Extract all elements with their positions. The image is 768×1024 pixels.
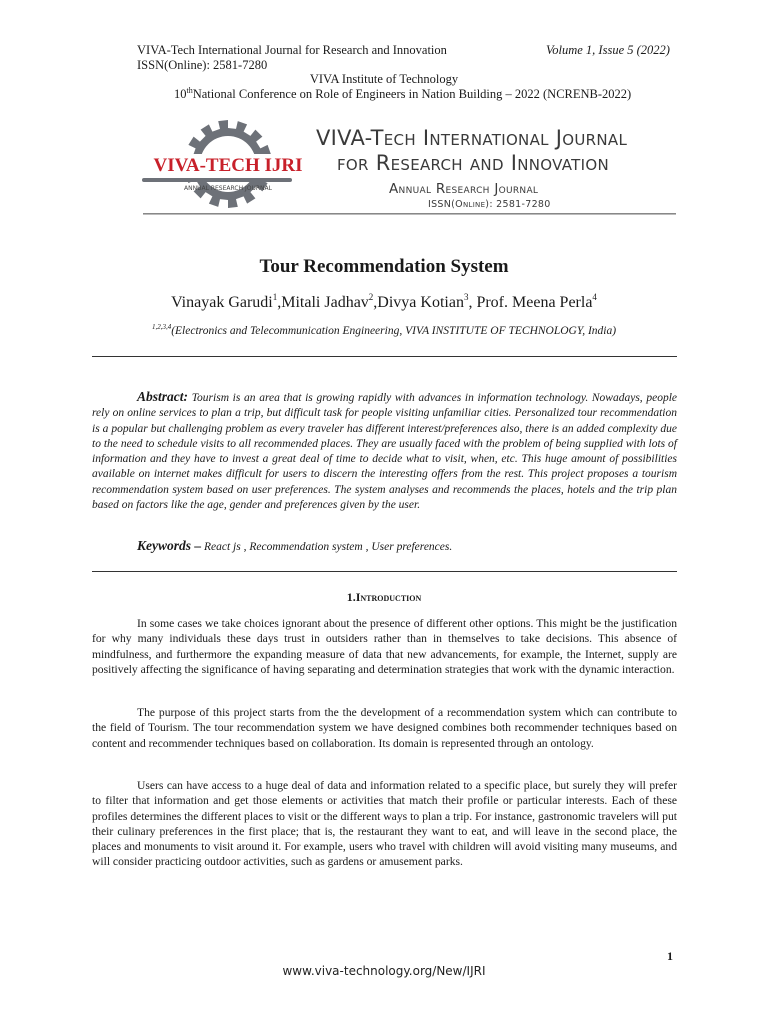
section-heading-introduction: 1.Introduction xyxy=(346,590,422,604)
conference-ordinal-suffix: th xyxy=(186,86,193,95)
keywords-text: React js , Recommendation system , User preferences. xyxy=(204,541,453,553)
abstract-label: Abstract: xyxy=(137,389,189,404)
abstract-text: Tourism is an area that is growing rapidly with advances in information technology. Nowadays, people rely on online services to plan a trip, but difficult task for people visiting unfamiliar cities. Personalized tour recommendation is a popular but challenging problem as every traveler has different interest/preferences also, there is an added complexity due to the need to schedule visits to all recommended places. They are usually faced with the problem of being supplied with lots of information and they have to invest a great deal of time to decide what to visit, when, etc. This huge amount of possibilities available on internet makes difficult for users to discern the interesting offers from the rest. This project proposes a tourism recommendation system based on user preferences. The system analyses and recommends the places, hotels and the trip plan based on factors like the age, gender and preferences given by the user. xyxy=(92,392,678,512)
author-sup: 1 xyxy=(272,292,278,302)
masthead-title-line1: VIVA-Tech International Journal xyxy=(316,126,628,150)
author-separator: , xyxy=(373,294,378,311)
affiliation xyxy=(0,325,768,337)
page-number: 1 xyxy=(667,949,673,963)
author-sup: 2 xyxy=(368,292,374,302)
masthead-subtitle: Annual Research Journal xyxy=(389,181,539,197)
logo-wordmark: VIVA-TECH IJRI xyxy=(153,155,303,176)
author-sup: 4 xyxy=(592,292,597,302)
keywords-label: Keywords – xyxy=(137,538,202,553)
running-header-issn: ISSN(Online): 2581-7280 xyxy=(137,58,268,72)
author-name: Divya Kotian xyxy=(377,294,464,311)
section-divider xyxy=(92,356,677,357)
keywords xyxy=(137,538,452,554)
conference-ordinal: 10 xyxy=(174,87,187,101)
logo-swoosh xyxy=(142,178,292,182)
author-separator: , xyxy=(277,294,282,311)
author-name: Vinayak Garudi xyxy=(171,294,273,311)
body-paragraph: The purpose of this project starts from the the development of a recommendation system which can contribute to the field of Tourism. The tour recommendation system we have designed combines both recommender techniques based on content and recommender techniques based on collaboration. Its domain is represented through an ontology. xyxy=(92,706,677,750)
running-header-volume: Volume 1, Issue 5 (2022) xyxy=(546,43,670,57)
masthead-title-line2: for Research and Innovation xyxy=(337,151,609,175)
running-header-conference xyxy=(174,87,631,102)
affiliation-text: (Electronics and Telecommunication Engineering, VIVA INSTITUTE OF TECHNOLOGY, India) xyxy=(171,325,617,337)
masthead-divider xyxy=(143,213,676,215)
body-paragraph: In some cases we take choices ignorant about the presence of different other options. This might be the justification for why many individuals these days trust in outsiders rather than in themselves to take decisions. This absence of mindfulness, and furthermore the expanding measure of data that new advancements, for example, the Internet, supply are positively affecting the significance of having separating and determination strategies that work with the dynamic interaction. xyxy=(92,617,677,676)
logo-subtext: ANNUAL RESEARCH JOURNAL xyxy=(184,185,272,192)
author-name: Prof. Meena Perla xyxy=(476,294,593,311)
running-header-institute: VIVA Institute of Technology xyxy=(309,72,459,86)
author-sup: 3 xyxy=(463,292,469,302)
body-paragraph: Users can have access to a huge deal of data and information related to a specific place, but surely they will prefer to filter that information and get those elements or activities that match their profile or particular interests. Each of these profiles determines the different places to visit or the different ways to plan a trip. For instance, gastronomic travelers will put their culinary preferences in the first place; that is, the restaurant they want to eat, and will leave in the second place, the places and monuments to visit around it. For example, users who travel with children will avoid visiting many museums, and will consider practicing outdoor activities, such as gardens or amusement parks. xyxy=(92,779,677,869)
affiliation-sup: 1,2,3,4 xyxy=(151,323,172,331)
paper-title: Tour Recommendation System xyxy=(259,256,509,277)
conference-name: National Conference on Role of Engineers in Nation Building – 2022 (NCRENB-2022) xyxy=(192,87,632,101)
running-header-journal: VIVA-Tech International Journal for Research and Innovation xyxy=(137,43,447,57)
author-list xyxy=(0,294,768,312)
author-separator: , xyxy=(468,294,477,311)
author-name: Mitali Jadhav xyxy=(281,294,369,311)
footer-url: www.viva-technology.org/New/IJRI xyxy=(282,964,486,978)
section-divider xyxy=(92,571,677,572)
abstract xyxy=(92,389,677,513)
masthead-issn: ISSN(Online): 2581-7280 xyxy=(428,199,551,210)
journal-logo xyxy=(140,118,320,210)
